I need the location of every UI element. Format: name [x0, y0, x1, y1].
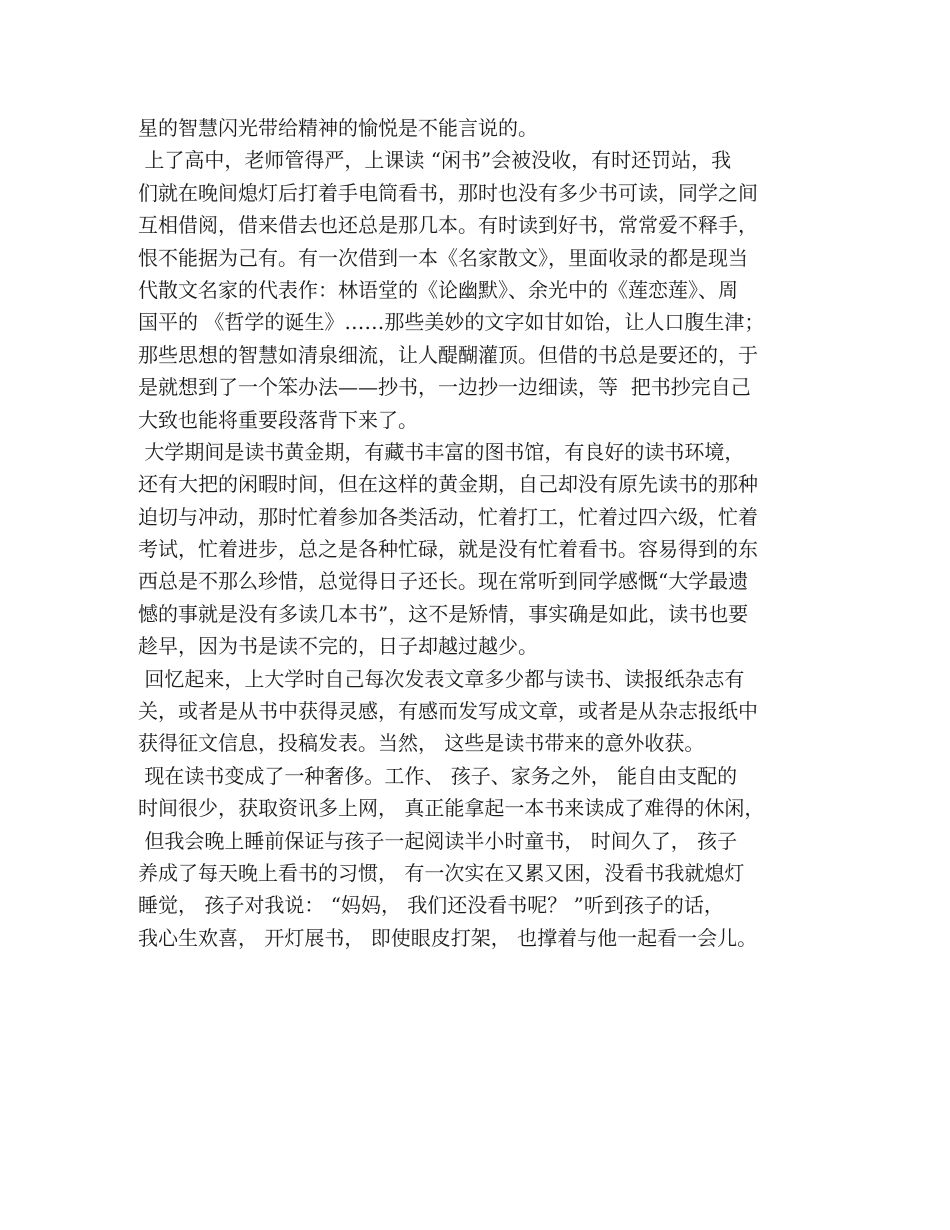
text-line: 是就想到了一个笨办法——抄书，一边抄一边细读，等 把书抄完自己: [138, 375, 751, 400]
text-line: 上了高中，老师管得严，上课读 “闲书”会被没收，有时还罚站，我: [138, 148, 732, 173]
body-text: [138, 112, 838, 954]
text-line: 趁早，因为书是读不完的，日子却越过越少。: [138, 634, 538, 659]
text-line: 那些思想的智慧如清泉细流，让人醍醐灌顶。但借的书总是要还的，于: [138, 342, 758, 367]
text-line: 大学期间是读书黄金期，有藏书丰富的图书馆，有良好的读书环境，: [138, 439, 745, 464]
text-line: 迫切与冲动，那时忙着参加各类活动，忙着打工，忙着过四六级，忙着: [138, 504, 758, 529]
text-line: 憾的事就是没有多读几本书”，这不是矫情，事实确是如此，读书也要: [138, 601, 749, 626]
text-line: 回忆起来，上大学时自己每次发表文章多少都与读书、读报纸杂志有: [138, 666, 745, 691]
text-line: 考试，忙着进步，总之是各种忙碌，就是没有忙着看书。容易得到的东: [138, 537, 758, 562]
text-line: 时间很少，获取资讯多上网， 真正能拿起一本书来读成了难得的休闲，: [138, 796, 765, 821]
text-line: 关，或者是从书中获得灵感，有感而发写成文章，或者是从杂志报纸中: [138, 699, 758, 724]
text-line: 星的智慧闪光带给精神的愉悦是不能言说的。: [138, 116, 538, 140]
text-line: 我心生欢喜， 开灯展书， 即使眼皮打架， 也撑着与他一起看一会儿。: [138, 925, 758, 950]
text-line: 养成了每天晚上看书的习惯， 有一次实在又累又困，没看书我就熄灯: [138, 860, 745, 885]
text-line: 代散文名家的代表作：林语堂的《论幽默》、余光中的《莲恋莲》、周: [138, 277, 738, 302]
text-line: 睡觉， 孩子对我说： “妈妈， 我们还没看书呢？ ”听到孩子的话，: [138, 893, 724, 918]
text-line: 互相借阅，借来借去也还总是那几本。有时读到好书，常常爱不释手，: [138, 213, 758, 238]
text-line: 还有大把的闲暇时间，但在这样的黄金期，自己却没有原先读书的那种: [138, 472, 758, 497]
text-line: 但我会晚上睡前保证与孩子一起阅读半小时童书， 时间久了， 孩子: [138, 828, 738, 853]
text-line: 获得征文信息，投稿发表。当然， 这些是读书带来的意外收获。: [138, 731, 705, 756]
text-line: 西总是不那么珍惜，总觉得日子还长。现在常听到同学感慨“大学最遗: [138, 569, 749, 594]
text-line: 恨不能据为己有。有一次借到一本《名家散文》，里面收录的都是现当: [138, 245, 748, 270]
text-line: 现在读书变成了一种奢侈。工作、 孩子、家务之外， 能自由支配的: [138, 763, 738, 788]
text-line: 大致也能将重要段落背下来了。: [138, 407, 418, 432]
text-line: 们就在晚间熄灯后打着手电筒看书，那时也没有多少书可读，同学之间: [138, 180, 758, 205]
text-line: 国平的 《哲学的诞生》……那些美妙的文字如甘如饴，让人口腹生津；: [138, 310, 765, 335]
